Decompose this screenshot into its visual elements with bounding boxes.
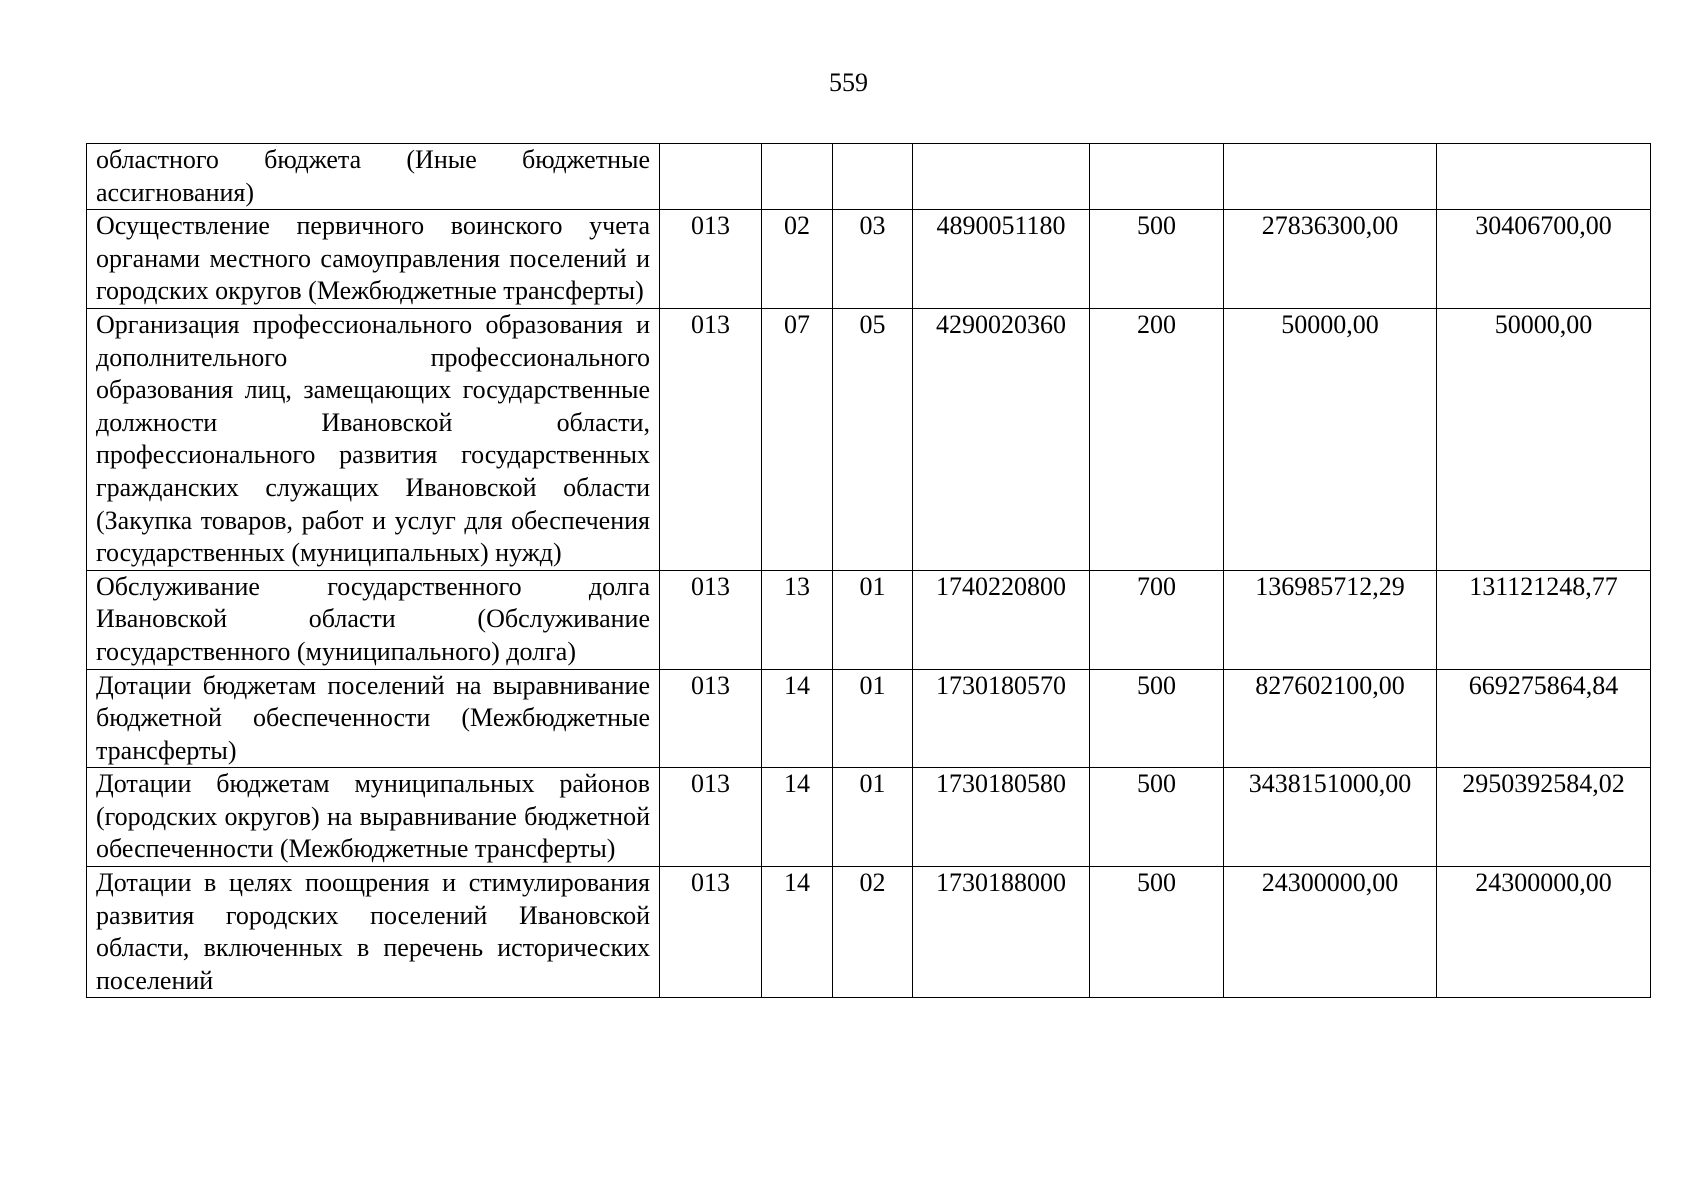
expense-type-cell: 500 — [1090, 768, 1224, 867]
year2-amount-cell — [1437, 144, 1651, 210]
section-code-cell: 14 — [762, 867, 833, 998]
page-number: 559 — [829, 68, 868, 97]
expense-type-cell: 500 — [1090, 867, 1224, 998]
year2-amount-cell: 50000,00 — [1437, 308, 1651, 570]
table-row — [87, 210, 1651, 309]
section-code-cell: 14 — [762, 669, 833, 768]
section-code-cell — [762, 144, 833, 210]
expense-name-cell: Обслуживание государственного долга Ивановской области (Обслуживание государственного (муниципального) долга) — [87, 570, 660, 669]
target-article-cell: 1730180570 — [913, 669, 1090, 768]
target-article-cell: 1730188000 — [913, 867, 1090, 998]
table-row — [87, 867, 1651, 998]
target-article-cell: 1740220800 — [913, 570, 1090, 669]
year2-amount-cell: 131121248,77 — [1437, 570, 1651, 669]
grbs-code-cell: 013 — [660, 570, 762, 669]
subsection-code-cell: 05 — [833, 308, 913, 570]
subsection-code-cell: 01 — [833, 669, 913, 768]
year2-amount-cell: 30406700,00 — [1437, 210, 1651, 309]
subsection-code-cell: 01 — [833, 768, 913, 867]
section-code-cell: 02 — [762, 210, 833, 309]
target-article-cell — [913, 144, 1090, 210]
section-code-cell: 07 — [762, 308, 833, 570]
grbs-code-cell: 013 — [660, 669, 762, 768]
table-row — [87, 669, 1651, 768]
section-code-cell: 13 — [762, 570, 833, 669]
target-article-cell: 4290020360 — [913, 308, 1090, 570]
subsection-code-cell: 02 — [833, 867, 913, 998]
expense-name-cell: Осуществление первичного воинского учета органами местного самоуправления поселений и городских округов (Межбюджетные трансферты) — [87, 210, 660, 309]
grbs-code-cell: 013 — [660, 308, 762, 570]
table-row — [87, 768, 1651, 867]
expense-name-cell: областного бюджета (Иные бюджетные ассигнования) — [87, 144, 660, 210]
year1-amount-cell — [1224, 144, 1437, 210]
year1-amount-cell: 827602100,00 — [1224, 669, 1437, 768]
table-row — [87, 144, 1651, 210]
target-article-cell: 4890051180 — [913, 210, 1090, 309]
expense-name-cell: Дотации в целях поощрения и стимулирования развития городских поселений Ивановской области, включенных в перечень исторических поселений — [87, 867, 660, 998]
year2-amount-cell: 669275864,84 — [1437, 669, 1651, 768]
expense-type-cell: 700 — [1090, 570, 1224, 669]
table-row — [87, 570, 1651, 669]
expense-name-cell: Дотации бюджетам муниципальных районов (городских округов) на выравнивание бюджетной обеспеченности (Межбюджетные трансферты) — [87, 768, 660, 867]
target-article-cell: 1730180580 — [913, 768, 1090, 867]
expense-type-cell: 200 — [1090, 308, 1224, 570]
year1-amount-cell: 3438151000,00 — [1224, 768, 1437, 867]
expense-type-cell: 500 — [1090, 669, 1224, 768]
expense-name-cell: Организация профессионального образования и дополнительного профессионального образования лиц, замещающих государственные должности Ивановской области, профессионального развития государственных гражданских служащих Ивановской области (Закупка товаров, работ и услуг для обеспечения государственных (муниципальных) нужд) — [87, 308, 660, 570]
grbs-code-cell: 013 — [660, 867, 762, 998]
expense-type-cell — [1090, 144, 1224, 210]
year2-amount-cell: 24300000,00 — [1437, 867, 1651, 998]
budget-table — [86, 143, 1651, 998]
expense-name-cell: Дотации бюджетам поселений на выравнивание бюджетной обеспеченности (Межбюджетные трансферты) — [87, 669, 660, 768]
grbs-code-cell: 013 — [660, 210, 762, 309]
grbs-code-cell — [660, 144, 762, 210]
subsection-code-cell — [833, 144, 913, 210]
expense-type-cell: 500 — [1090, 210, 1224, 309]
subsection-code-cell: 03 — [833, 210, 913, 309]
section-code-cell: 14 — [762, 768, 833, 867]
year1-amount-cell: 50000,00 — [1224, 308, 1437, 570]
year1-amount-cell: 136985712,29 — [1224, 570, 1437, 669]
year2-amount-cell: 2950392584,02 — [1437, 768, 1651, 867]
subsection-code-cell: 01 — [833, 570, 913, 669]
table-row — [87, 308, 1651, 570]
grbs-code-cell: 013 — [660, 768, 762, 867]
year1-amount-cell: 24300000,00 — [1224, 867, 1437, 998]
year1-amount-cell: 27836300,00 — [1224, 210, 1437, 309]
